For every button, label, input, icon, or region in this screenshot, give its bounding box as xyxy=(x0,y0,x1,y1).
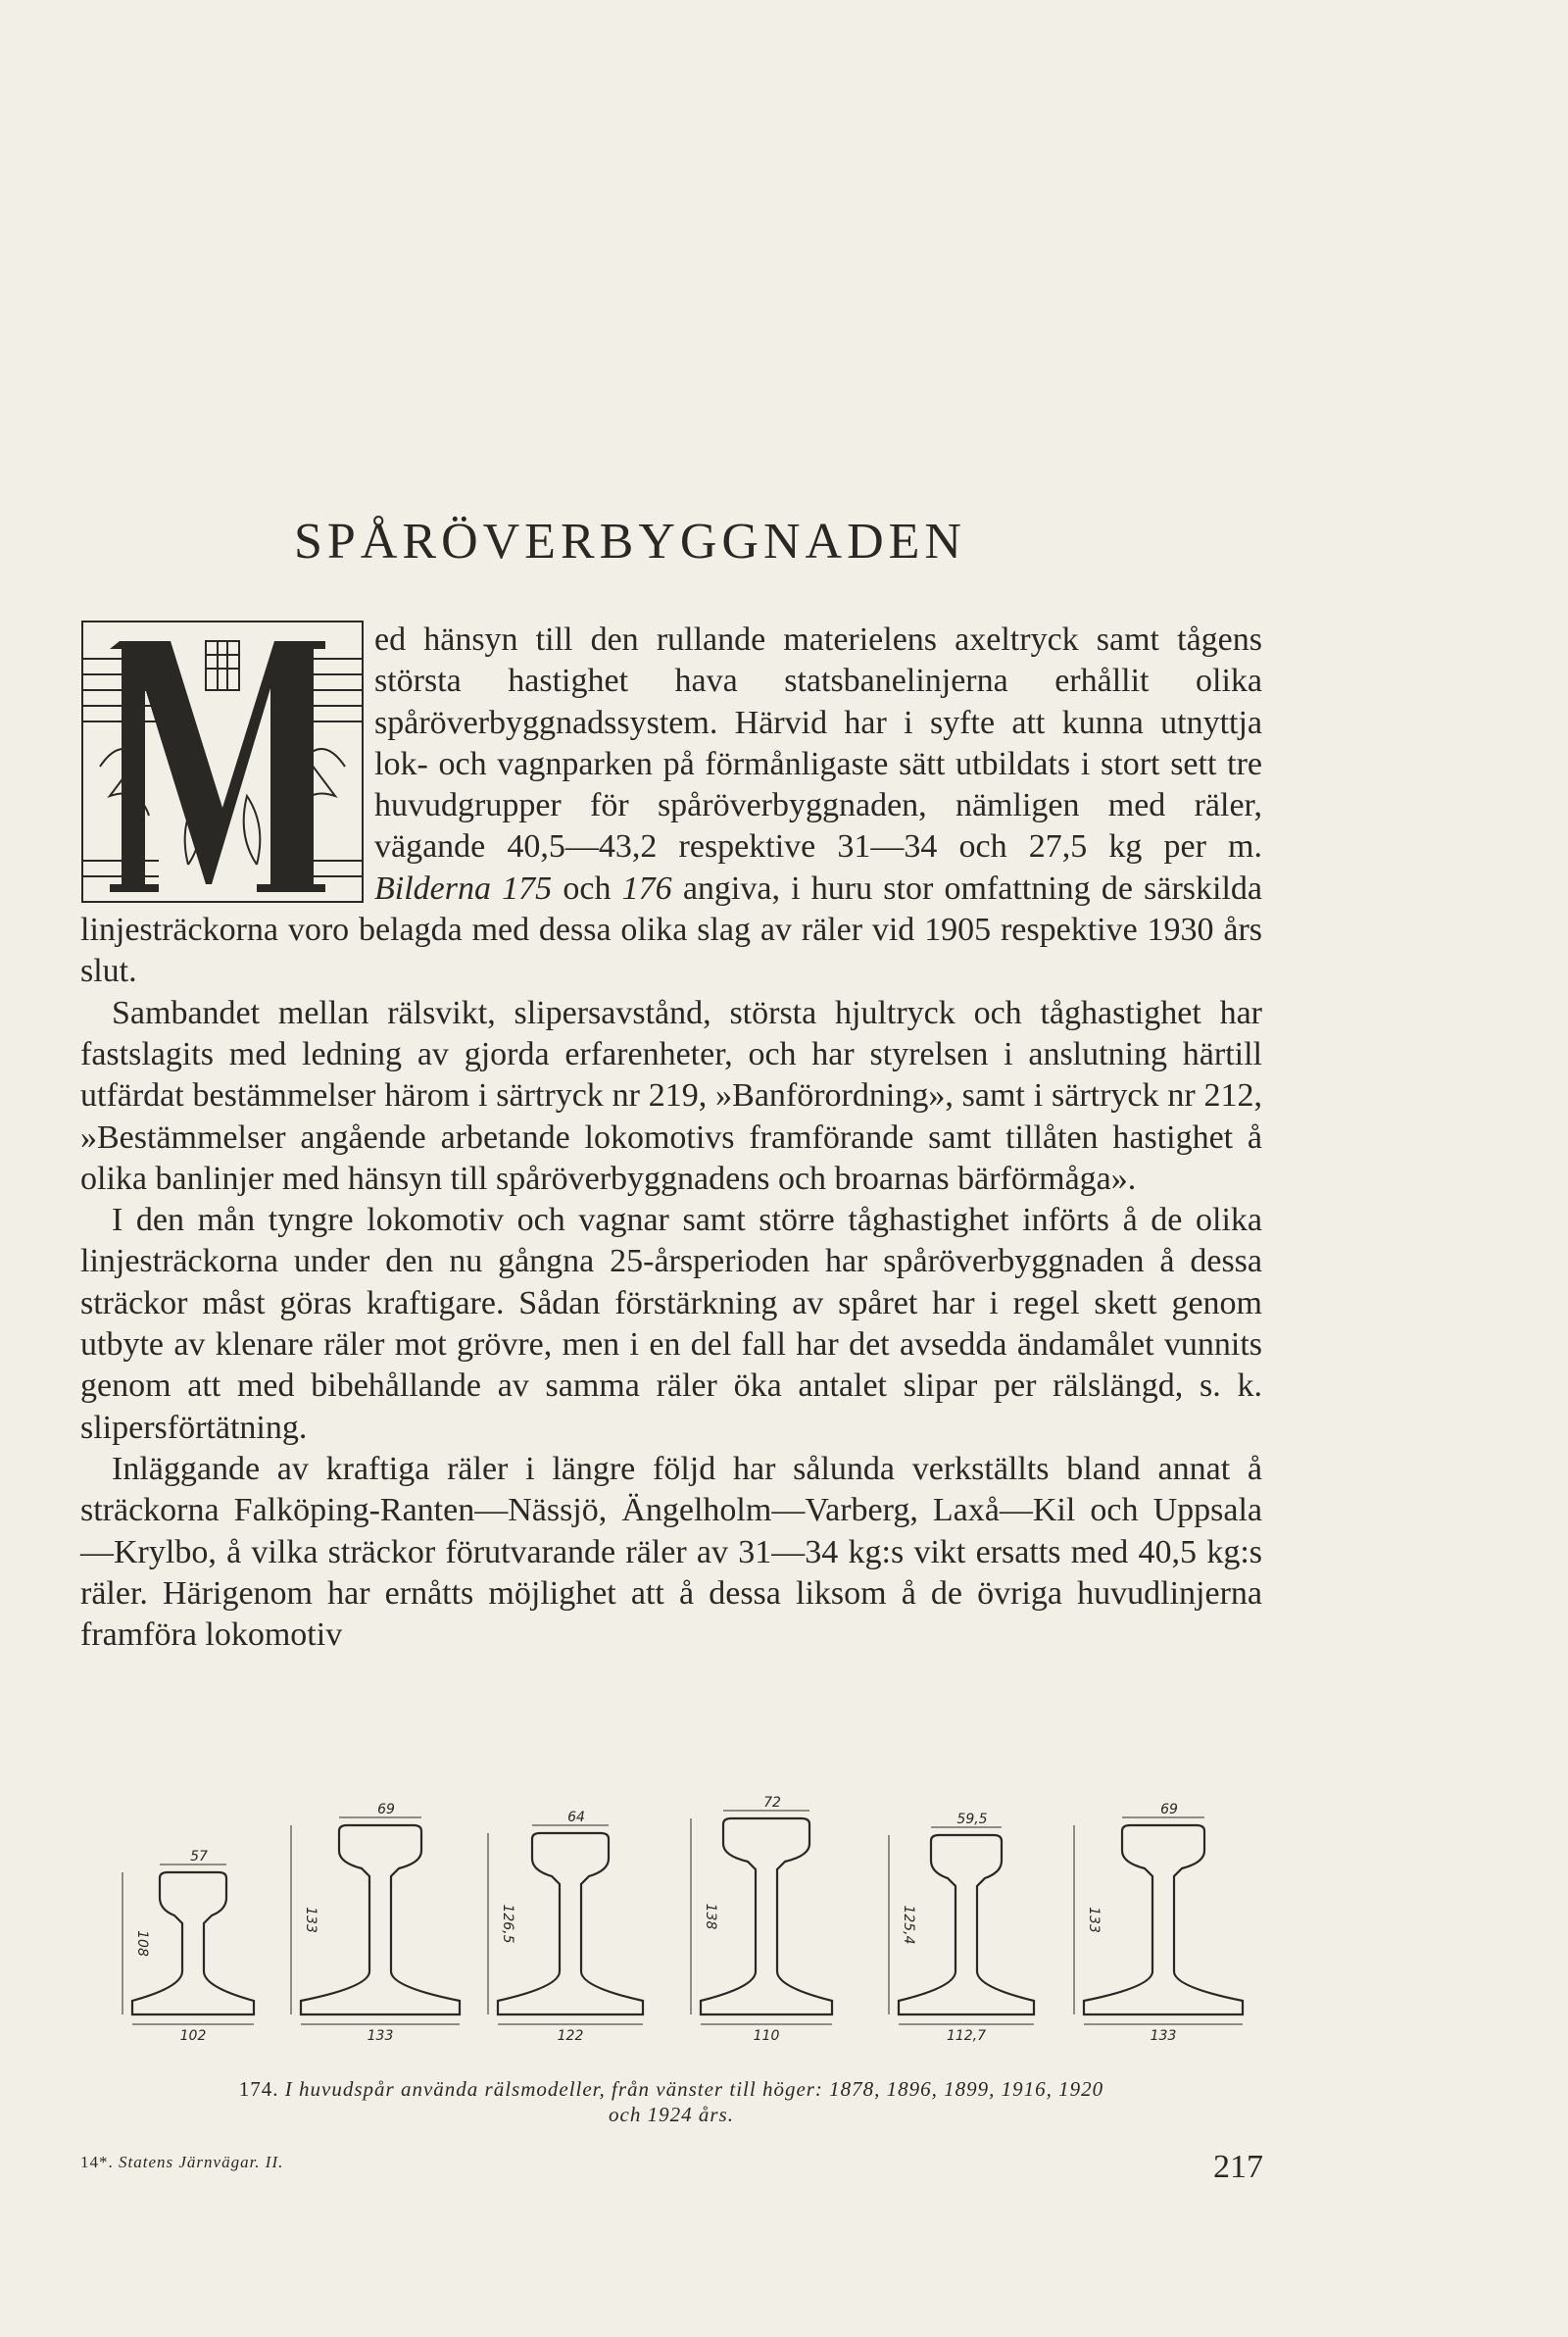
base-width-label: 133 xyxy=(367,2028,394,2044)
head-width-label: 57 xyxy=(190,1849,208,1865)
head-width-label: 69 xyxy=(1160,1802,1178,1817)
height-label: 138 xyxy=(703,1903,718,1930)
figure-reference: Bilderna 175 xyxy=(374,870,553,907)
rail-profile-2 xyxy=(301,1825,460,2014)
height-label: 108 xyxy=(134,1930,150,1957)
rail-profile-3 xyxy=(498,1833,643,2014)
base-width-label: 133 xyxy=(1150,2028,1177,2044)
page-title: SPÅRÖVERBYGGNADEN xyxy=(294,514,966,570)
head-width-label: 69 xyxy=(377,1802,395,1817)
head-width-label: 64 xyxy=(567,1810,585,1825)
base-width-label: 102 xyxy=(179,2028,207,2044)
caption-text: I huvudspår använda rälsmodeller, från vänster till höger: 1878, 1896, 1899, 1916, 1920 xyxy=(284,2077,1104,2101)
base-width-label: 110 xyxy=(753,2028,780,2044)
head-width-label: 72 xyxy=(763,1795,781,1811)
dropcap-space xyxy=(80,620,374,906)
height-label: 126,5 xyxy=(500,1904,515,1944)
body-text xyxy=(80,620,1262,1656)
height-label: 125,4 xyxy=(901,1905,916,1945)
base-width-label: 112,7 xyxy=(946,2028,987,2044)
rail-profile-4 xyxy=(701,1818,832,2014)
figure-reference: 176 xyxy=(621,870,672,907)
printer-signature: 14*. Statens Järnvägar. II. xyxy=(80,2153,284,2171)
height-label: 133 xyxy=(1086,1907,1102,1933)
paragraph-3: I den mån tyngre lokomotiv och vagnar samt större tåghastighet införts å de olika linjesträckorna under den nu gångna 25-årsperioden har spåröverbyggnaden å dessa sträckor måst göras kraftigare. Sådan förstärkning av spåret har i regel skett genom utbyte av klenare räler mot grövre, men i en del fall har det avsedda ändamålet vunnits genom att med bibehållande av samma räler öka antalet slipar per rälslängd, s. k. slipersförtätning. xyxy=(80,1202,1262,1446)
paragraph-4: Inläggande av kraftiga räler i längre följd har sålunda verkställts bland annat å sträckorna Falköping-Ranten—Nässjö, Ängelholm—Varberg, Laxå—Kil och Uppsala—Krylbo, å vilka sträckor förutvarande räler av 31—34 kg:s vikt ersatts med 40,5 kg:s räler. Härigenom har ernåtts möjlighet att å dessa liksom å de övriga huvudlinjerna framföra lokomotiv xyxy=(80,1450,1262,1654)
caption-text-line2: och 1924 års. xyxy=(609,2103,734,2126)
height-label: 133 xyxy=(303,1907,318,1933)
caption-number: 174. xyxy=(238,2077,279,2101)
head-width-label: 59,5 xyxy=(956,1812,988,1827)
page-number: 217 xyxy=(1213,2149,1263,2185)
figure-caption xyxy=(80,2076,1262,2127)
rail-profiles-figure xyxy=(80,1794,1276,2044)
rail-profile-5 xyxy=(899,1835,1034,2014)
rail-profile-6 xyxy=(1084,1825,1243,2014)
paragraph-1: ed hänsyn till den rullande materielens axeltryck samt tågens största hastighet hava statsbanelinjerna erhållit olika spåröverbyggnadssystem. Härvid har i syfte att kunna utnyttja lok- och vagnparken på förmånligaste sätt utbildats i stort sett tre huvudgrupper för spåröverbyggnaden, nämligen med räler, vägande 40,5—43,2 respektive 31—34 och 27,5 kg per m. Bilderna 175 och 176 angiva, i huru stor omfattning de särskilda linjesträckorna voro belagda med dessa olika slag av räler vid 1905 respektive 1930 års slut. xyxy=(80,622,1262,990)
base-width-label: 122 xyxy=(557,2028,584,2044)
paragraph-2: Sambandet mellan rälsvikt, slipersavstånd, största hjultryck och tåghastighet har fastslagits med ledning av gjorda erfarenheter, och har styrelsen i anslutning härtill utfärdat bestämmelser härom i särtryck nr 219, »Banförordning», samt i särtryck nr 212, »Bestämmelser angående arbetande lokomotivs framförande samt tillåten hastighet å olika banlinjer med hänsyn till spåröverbyggnadens och broarnas bärförmåga». xyxy=(80,994,1262,1197)
